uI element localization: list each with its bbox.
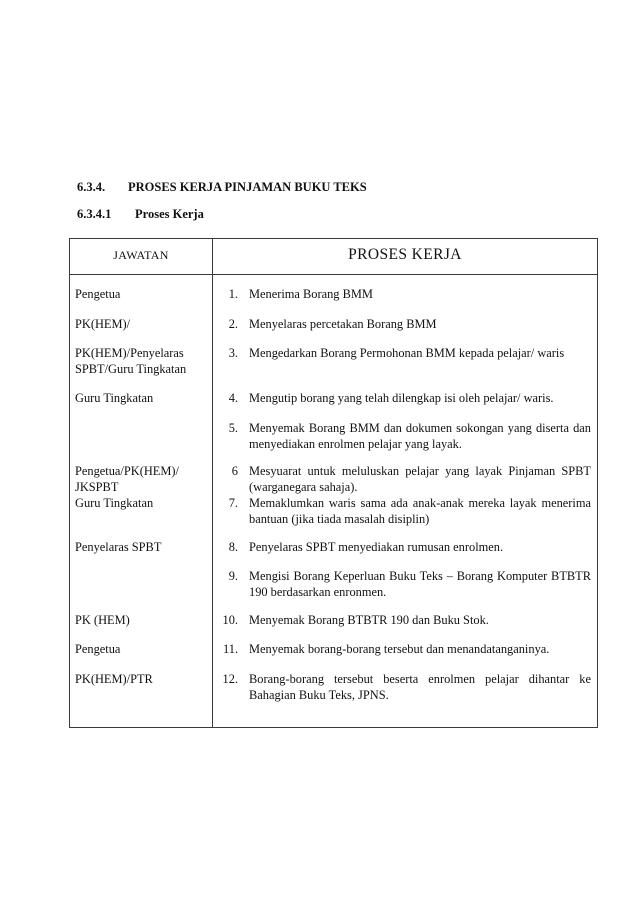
role-cell: Pengetua <box>75 642 121 656</box>
work-process-table <box>69 238 598 728</box>
step-number: 7. <box>228 496 238 510</box>
role-cell: PK (HEM) <box>75 613 130 627</box>
role-cell: Penyelaras SPBT <box>75 540 162 554</box>
step-text: Mengedarkan Borang Permohonan BMM kepada pelajar/ waris <box>249 346 565 360</box>
role-cell: PK(HEM)/PTR <box>75 672 153 686</box>
role-cell: PK(HEM)/Penyelaras <box>75 346 184 360</box>
step-number: 10. <box>222 613 238 627</box>
step-text: Menyemak borang-borang tersebut dan menandatanganinya. <box>249 642 550 656</box>
header-jawatan: JAWATAN <box>113 248 169 262</box>
step-text: Mengutip borang yang telah dilengkap isi oleh pelajar/ waris. <box>249 391 554 405</box>
step-text: Penyelaras SPBT menyediakan rumusan enrolmen. <box>249 540 504 554</box>
step-number: 1. <box>228 287 238 301</box>
role-cell: Pengetua <box>75 287 121 301</box>
section-title: PROSES KERJA PINJAMAN BUKU TEKS <box>128 180 367 194</box>
step-text: Menyelaras percetakan Borang BMM <box>249 317 437 331</box>
section-heading <box>77 180 367 195</box>
step-number: 5. <box>228 421 238 435</box>
step-number: 6 <box>231 464 238 478</box>
subsection-number: 6.3.4.1 <box>77 207 112 221</box>
step-number: 2. <box>228 317 238 331</box>
step-number: 3. <box>228 346 238 360</box>
role-cell: Guru Tingkatan <box>75 391 154 405</box>
role-cell: SPBT/Guru Tingkatan <box>75 362 187 376</box>
step-text: Menerima Borang BMM <box>249 287 373 301</box>
header-proses-kerja: PROSES KERJA <box>348 246 462 263</box>
role-cell: PK(HEM)/ <box>75 317 131 331</box>
role-cell: Pengetua/PK(HEM)/ <box>75 464 179 478</box>
step-text: Mesyuarat untuk meluluskan pelajar yang layak Pinjaman SPBT (warganegara sahaja). <box>249 464 591 494</box>
role-cell: JKSPBT <box>75 480 119 494</box>
step-number: 4. <box>228 391 238 405</box>
step-text: Memaklumkan waris sama ada anak-anak mereka layak menerima bantuan (jika tiada masalah disiplin) <box>249 496 591 526</box>
step-number: 11. <box>222 642 238 656</box>
step-text: Borang-borang tersebut beserta enrolmen pelajar dihantar ke Bahagian Buku Teks, JPNS. <box>249 672 591 702</box>
header-divider <box>70 274 597 275</box>
step-text: Mengisi Borang Keperluan Buku Teks – Borang Komputer BTBTR 190 berdasarkan enronmen. <box>249 569 591 599</box>
step-number: 8. <box>228 540 238 554</box>
step-number: 12. <box>222 672 238 686</box>
subsection-heading <box>77 207 204 222</box>
subsection-title: Proses Kerja <box>135 207 204 221</box>
step-text: Menyemak Borang BTBTR 190 dan Buku Stok. <box>249 613 489 627</box>
step-text: Menyemak Borang BMM dan dokumen sokongan yang diserta dan menyediakan enrolmen pelajar yang layak. <box>249 421 591 451</box>
column-divider <box>212 239 213 727</box>
section-number: 6.3.4. <box>77 180 106 194</box>
step-number: 9. <box>228 569 238 583</box>
role-cell: Guru Tingkatan <box>75 496 154 510</box>
